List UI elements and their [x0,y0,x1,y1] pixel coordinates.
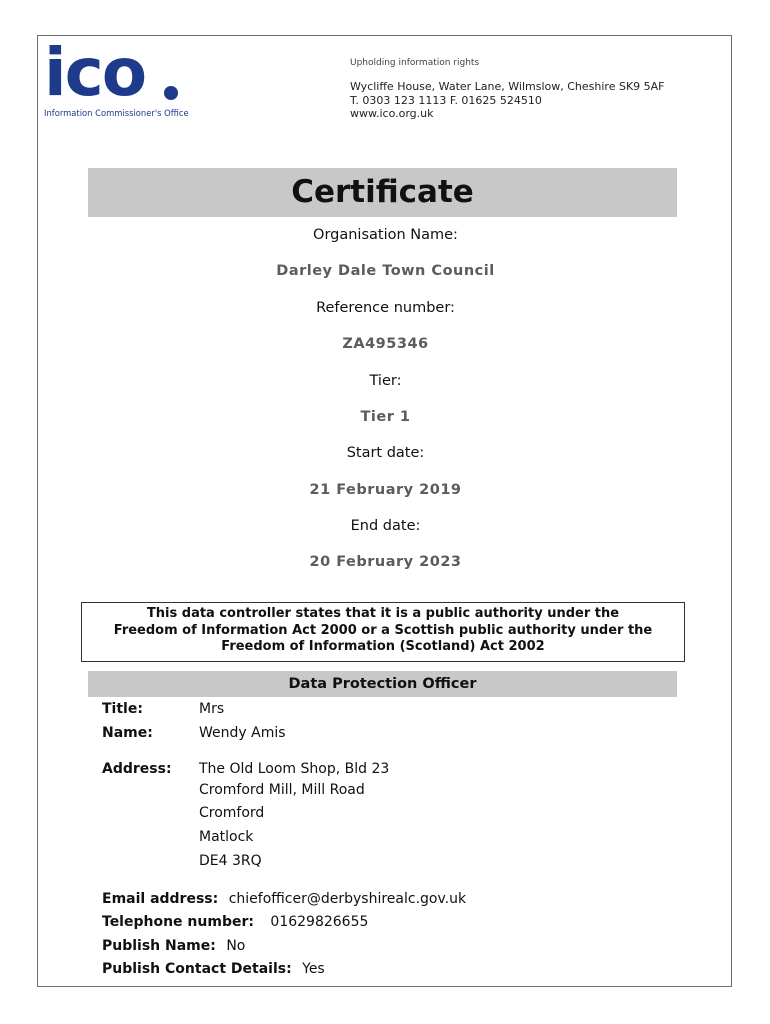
end-date-value: 20 February 2023 [309,554,462,570]
address-line-1: The Old Loom Shop, Bld 23 [199,761,390,777]
logo-subtitle: Information Commissioner's Office [44,108,189,118]
publish-contact-label: Publish Contact Details: [102,961,292,977]
foi-line-1: This data controller states that it is a public authority under the [146,606,620,621]
email-label: Email address: [102,891,219,907]
telephone-value: 01629826655 [270,914,369,930]
end-date-label: End date: [350,518,421,534]
dpo-title-label: Title: [102,701,143,717]
dpo-name-label: Name: [102,725,153,741]
certificate-page [37,35,732,987]
logo-dot-icon [164,86,178,100]
email-value[interactable]: chiefofficer@derbyshirealc.gov.uk [228,891,467,907]
address-line-3: Cromford [199,805,265,821]
certificate-title-bar [88,168,677,217]
foi-statement-box [81,602,685,662]
website-link[interactable]: www.ico.org.uk [350,107,434,120]
start-date-label: Start date: [346,445,425,461]
reference-label: Reference number: [316,300,455,316]
start-date-value: 21 February 2019 [309,482,462,498]
tier-label: Tier: [369,373,402,389]
address-line-2: Cromford Mill, Mill Road [199,782,365,798]
email-row [102,891,466,907]
contact-block [350,80,665,121]
tier-value: Tier 1 [360,409,411,425]
tagline: Upholding information rights [350,58,480,68]
foi-line-2: Freedom of Information Act 2000 or a Scottish public authority under the [113,622,653,638]
publish-contact-value: Yes [302,961,325,977]
postal-address: Wycliffe House, Water Lane, Wilmslow, Cheshire SK9 5AF [350,80,665,93]
certificate-title: Certificate [291,174,474,210]
address-line-5: DE4 3RQ [199,853,262,869]
address-line-4: Matlock [199,829,254,845]
publish-contact-row [102,961,325,977]
publish-name-label: Publish Name: [102,938,216,954]
logo-wordmark: ico [44,34,146,111]
dpo-heading: Data Protection Officer [88,671,677,697]
phone-fax: T. 0303 123 1113 F. 01625 524510 [350,93,542,107]
telephone-row [102,914,368,930]
foi-line-3: Freedom of Information (Scotland) Act 2002 [221,639,545,654]
publish-name-row [102,938,245,954]
organisation-label: Organisation Name: [313,227,458,243]
dpo-name-value: Wendy Amis [199,725,286,741]
reference-value: ZA495346 [342,336,429,352]
dpo-address-label: Address: [102,761,172,777]
ico-logo [44,34,194,120]
dpo-title-value: Mrs [199,701,225,717]
organisation-value: Darley Dale Town Council [276,263,495,279]
publish-name-value: No [226,938,246,954]
telephone-label: Telephone number: [102,914,254,930]
